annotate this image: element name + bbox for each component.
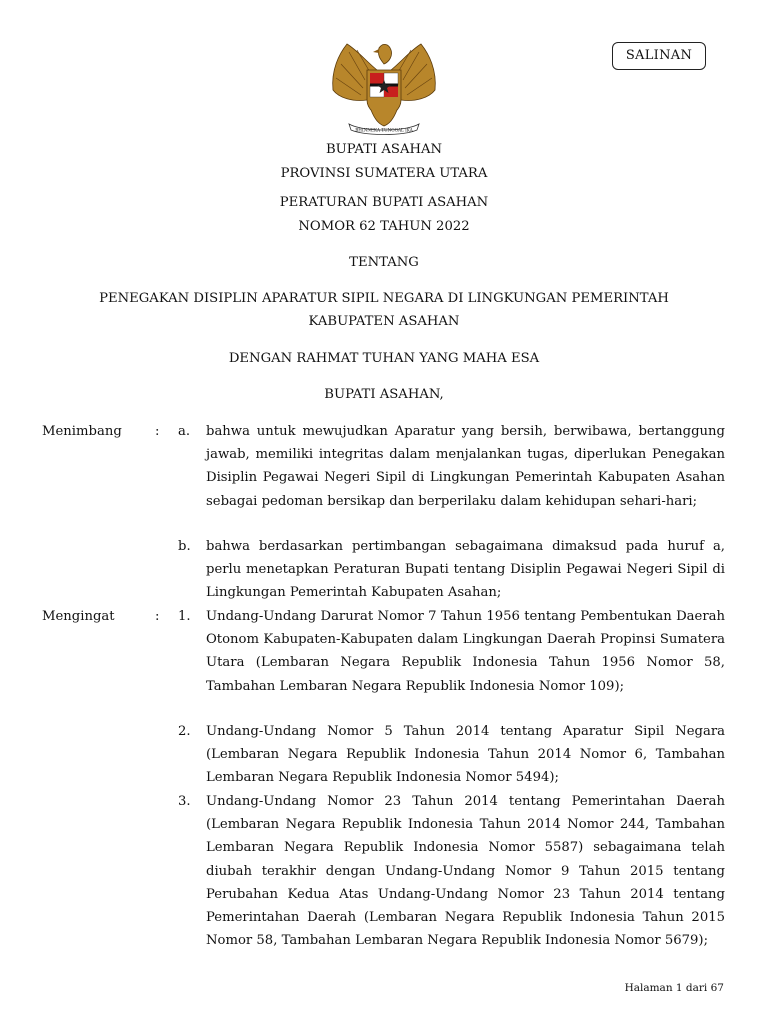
menimbang-marker-a: a. [178, 424, 191, 439]
mengingat-label: Mengingat [42, 609, 115, 624]
regulation-number: NOMOR 62 TAHUN 2022 [298, 219, 470, 234]
regulation-title: PERATURAN BUPATI ASAHAN [279, 195, 489, 210]
mengingat-marker-3: 3. [178, 794, 191, 809]
mengingat-item-1: Undang-Undang Darurat Nomor 7 Tahun 1956 tentang Pembentukan Daerah Otonom Kabupaten-Kabupaten dalam Lingkungan Daerah Propinsi Sumatera Utara (Lembaran Negara Republik Indonesia Tahun 1956 Nomor 58, Tambahan Lembaran Negara Republik Indonesia Nomor 109); [206, 609, 725, 694]
menimbang-item-a: bahwa untuk mewujudkan Aparatur yang bersih, berwibawa, bertanggung jawab, memiliki integritas dalam menjalankan tugas, diperlukan Penegakan Disiplin Pegawai Negeri Sipil di Lingkungan Pemerintah Kabupaten Asahan sebagai pedoman bersikap dan berperilaku dalam kehidupan sehari-hari; [206, 424, 725, 509]
province-title: PROVINSI SUMATERA UTARA [280, 166, 488, 181]
subject-line-1: PENEGAKAN DISIPLIN APARATUR SIPIL NEGARA DI LINGKUNGAN PEMERINTAH [99, 291, 669, 306]
page-number: Halaman 1 dari 67 [624, 982, 724, 994]
menimbang-label: Menimbang [42, 424, 122, 439]
regent-line: BUPATI ASAHAN, [324, 387, 444, 402]
salinan-stamp: SALINAN [612, 42, 706, 70]
mengingat-marker-2: 2. [178, 724, 191, 739]
issuer-title: BUPATI ASAHAN [325, 142, 443, 157]
mengingat-colon: : [155, 609, 160, 624]
emblem-motto: BHINNEKA TUNGGAL IKA [355, 127, 413, 133]
blessing-line: DENGAN RAHMAT TUHAN YANG MAHA ESA [228, 351, 540, 366]
mengingat-item-3: Undang-Undang Nomor 23 Tahun 2014 tentang Pemerintahan Daerah (Lembaran Negara Republik Indonesia Tahun 2014 Nomor 244, Tambahan Lembaran Negara Republik Indonesia Nomor 5587) sebagaimana telah diubah terakhir dengan Undang-Undang Nomor 9 Tahun 2015 tentang Perubahan Kedua Atas Undang-Undang Nomor 23 Tahun 2014 tentang Pemerintahan Daerah (Lembaran Negara Republik Indonesia Tahun 2015 Nomor 58, Tambahan Lembaran Negara Republik Indonesia Nomor 5679); [206, 794, 725, 949]
garuda-pancasila-emblem [327, 40, 441, 136]
menimbang-item-b: bahwa berdasarkan pertimbangan sebagaimana dimaksud pada huruf a, perlu menetapkan Peraturan Bupati tentang Disiplin Pegawai Negeri Sipil di Lingkungan Pemerintah Kabupaten Asahan; [206, 539, 725, 601]
subject-line-2: KABUPATEN ASAHAN [308, 314, 460, 329]
menimbang-colon: : [155, 424, 160, 439]
mengingat-item-2: Undang-Undang Nomor 5 Tahun 2014 tentang Aparatur Sipil Negara (Lembaran Negara Republik Indonesia Tahun 2014 Nomor 6, Tambahan Lembaran Negara Republik Indonesia Nomor 5494); [206, 724, 725, 786]
menimbang-marker-b: b. [178, 539, 191, 554]
tentang-heading: TENTANG [349, 255, 419, 270]
mengingat-marker-1: 1. [178, 609, 191, 624]
